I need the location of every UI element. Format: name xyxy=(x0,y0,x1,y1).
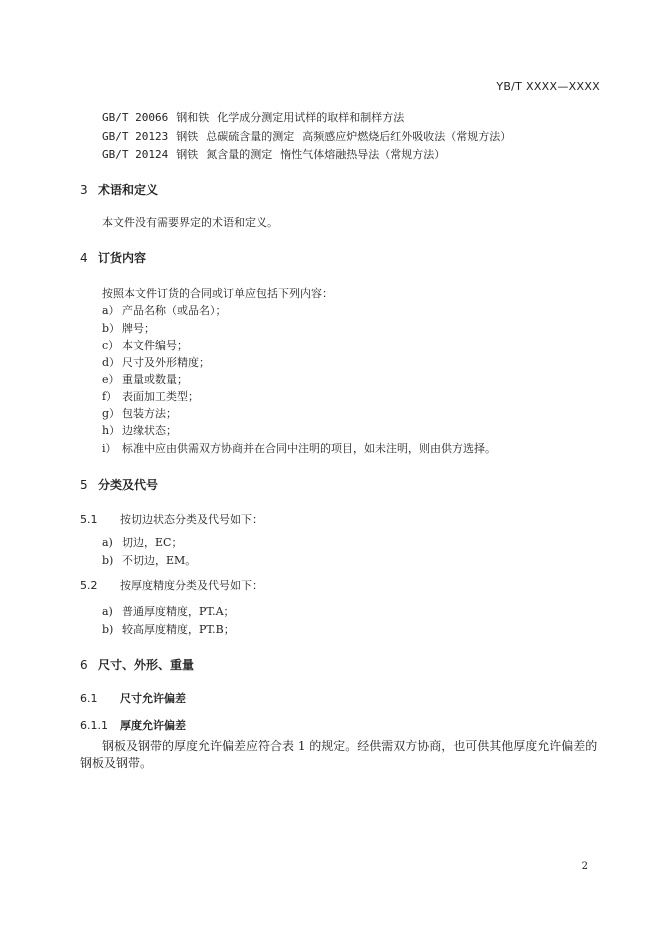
reference-item xyxy=(102,109,404,125)
list-text: 普通厚度精度，PT.A； xyxy=(122,605,235,618)
section-3-heading xyxy=(80,181,158,198)
section-number: 6 xyxy=(80,658,88,672)
list-item xyxy=(102,302,227,318)
subsection-number: 5.1 xyxy=(80,513,98,526)
list-item xyxy=(102,621,235,637)
list-text: 较高厚度精度，PT.B； xyxy=(122,623,235,636)
page-number: 2 xyxy=(581,861,588,872)
document-code: YB/T XXXX—XXXX xyxy=(496,80,600,93)
subsection-6-1 xyxy=(80,690,186,706)
subsection-5-2 xyxy=(80,577,263,593)
list-marker: a) xyxy=(102,536,113,549)
list-marker: b) xyxy=(102,554,114,567)
list-item xyxy=(102,320,155,336)
list-text: 表面加工类型； xyxy=(122,390,199,403)
list-item xyxy=(102,371,188,387)
list-item xyxy=(102,388,199,404)
list-text: 牌号； xyxy=(122,322,155,335)
list-marker: f） xyxy=(102,390,118,403)
subsection-number: 6.1.1 xyxy=(80,719,108,732)
list-marker: h） xyxy=(102,424,121,437)
list-item xyxy=(102,440,496,456)
reference-title-part: 钢和铁 xyxy=(176,111,210,124)
subsection-title: 厚度允许偏差 xyxy=(120,719,186,732)
reference-title-part: 氮含量的测定 xyxy=(206,148,273,161)
reference-title-part: 总碳硫含量的测定 xyxy=(206,130,295,143)
section-4-intro: 按照本文件订货的合同或订单应包括下列内容： xyxy=(102,287,333,300)
list-marker: a） xyxy=(102,304,120,317)
subsection-title: 尺寸允许偏差 xyxy=(120,692,186,705)
reference-title-part: 高频感应炉燃烧后红外吸收法（常规方法） xyxy=(302,130,512,143)
list-text: 尺寸及外形精度； xyxy=(122,356,210,369)
subsection-title: 按切边状态分类及代号如下： xyxy=(120,513,263,526)
section-title: 术语和定义 xyxy=(98,183,159,197)
list-item xyxy=(102,552,196,568)
list-item xyxy=(102,534,182,550)
subsection-number: 6.1 xyxy=(80,692,98,705)
reference-title-part: 化学成分测定用试样的取样和制样方法 xyxy=(217,111,405,124)
list-item xyxy=(102,354,210,370)
paragraph-line: 钢板及钢带。 xyxy=(80,756,153,770)
list-marker: e） xyxy=(102,373,120,386)
reference-title-part: 钢铁 xyxy=(176,130,199,143)
subsection-title: 按厚度精度分类及代号如下： xyxy=(120,579,263,592)
list-marker: b） xyxy=(102,322,121,335)
section-number: 3 xyxy=(80,183,88,197)
list-marker: g） xyxy=(102,407,121,420)
list-text: 不切边，EM。 xyxy=(122,554,197,567)
list-text: 重量或数量； xyxy=(122,373,188,386)
list-text: 本文件编号； xyxy=(122,339,188,352)
list-marker: i） xyxy=(102,442,117,455)
list-text: 产品名称（或品名）； xyxy=(122,304,227,317)
list-marker: a) xyxy=(102,605,113,618)
section-title: 分类及代号 xyxy=(98,478,159,492)
reference-item xyxy=(102,128,511,144)
list-item xyxy=(102,337,188,353)
list-text: 边缘状态； xyxy=(122,424,177,437)
list-text: 切边，EC； xyxy=(122,536,183,549)
paragraph-line: 钢板及钢带的厚度允许偏差应符合表 1 的规定。经供需双方协商，也可供其他厚度允许偏差的 xyxy=(102,739,598,753)
reference-code: GB/T 20123 xyxy=(102,130,169,143)
list-item xyxy=(102,422,177,438)
subsection-6-1-1 xyxy=(80,717,186,733)
section-title: 尺寸、外形、重量 xyxy=(98,658,195,672)
list-text: 包装方法； xyxy=(122,407,177,420)
list-marker: d） xyxy=(102,356,121,369)
section-5-heading xyxy=(80,476,158,493)
section-4-heading xyxy=(80,249,146,266)
reference-title-part: 钢铁 xyxy=(176,148,199,161)
subsection-5-1 xyxy=(80,511,263,527)
section-6-heading xyxy=(80,656,194,673)
section-title: 订货内容 xyxy=(98,251,147,265)
subsection-number: 5.2 xyxy=(80,579,98,592)
list-marker: b) xyxy=(102,623,114,636)
section-number: 4 xyxy=(80,251,88,265)
list-marker: c） xyxy=(102,339,120,352)
list-item xyxy=(102,405,177,421)
reference-title-part: 惰性气体熔融热导法（常规方法） xyxy=(280,148,446,161)
section-3-body: 本文件没有需要界定的术语和定义。 xyxy=(102,216,278,229)
list-item xyxy=(102,603,235,619)
list-text: 标准中应由供需双方协商并在合同中注明的项目，如未注明，则由供方选择。 xyxy=(122,442,496,455)
reference-item xyxy=(102,146,445,162)
reference-code: GB/T 20124 xyxy=(102,148,169,161)
section-number: 5 xyxy=(80,478,88,492)
reference-code: GB/T 20066 xyxy=(102,111,169,124)
